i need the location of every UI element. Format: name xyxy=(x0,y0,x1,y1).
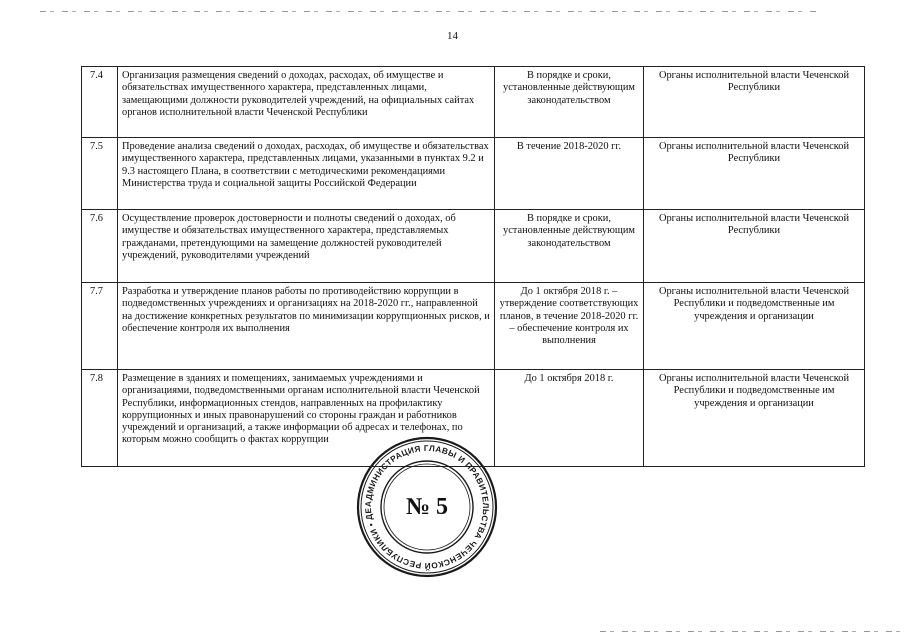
item-responsible: Органы исполнительной власти Чеченской Республики и подведомственные им учреждения и организации xyxy=(644,283,865,370)
item-activity: Организация размещения сведений о доходах, расходах, об имуществе и обязательствах имущественного характера, представленных лицами, замещающими должности руководителей учреждений, на официальных сайтах органов исполнительной власти Чеченской Республики xyxy=(118,67,495,138)
item-responsible: Органы исполнительной власти Чеченской Республики xyxy=(644,210,865,283)
seal-label: № 5 xyxy=(405,494,449,520)
official-seal-stamp xyxy=(356,436,498,578)
item-number: 7.8 xyxy=(82,370,118,467)
page-number: 14 xyxy=(447,30,458,42)
table-row xyxy=(82,138,865,210)
item-activity: Разработка и утверждение планов работы по противодействию коррупции в подведомственных учреждениях и организациях на 2018-2020 гг., направленной на достижение конкретных результатов по минимизации коррупционных рисков, и обеспечение контроля их выполнения xyxy=(118,283,495,370)
item-responsible: Органы исполнительной власти Чеченской Республики xyxy=(644,138,865,210)
item-term: В порядке и сроки, установленные действующим законодательством xyxy=(495,210,644,283)
item-number: 7.6 xyxy=(82,210,118,283)
item-term: До 1 октября 2018 г. – утверждение соответствующих планов, в течение 2018-2020 гг. – обеспечение контроля их выполнения xyxy=(495,283,644,370)
item-activity: Проведение анализа сведений о доходах, расходах, об имуществе и обязательствах имущественного характера, представленных лицами, указанными в пунктах 9.2 и 9.3 настоящего Плана, в соответствии с методическими рекомендациями Министерства труда и социальной защиты Российской Федерации xyxy=(118,138,495,210)
item-responsible: Органы исполнительной власти Чеченской Республики xyxy=(644,67,865,138)
scan-edge-bottom xyxy=(600,631,900,632)
table-row xyxy=(82,210,865,283)
item-number: 7.5 xyxy=(82,138,118,210)
table-row xyxy=(82,283,865,370)
item-term: В течение 2018-2020 гг. xyxy=(495,138,644,210)
item-term: В порядке и сроки, установленные действующим законодательством xyxy=(495,67,644,138)
item-number: 7.7 xyxy=(82,283,118,370)
seal-ring-text: АДМИНИСТРАЦИЯ ГЛАВЫ И ПРАВИТЕЛЬСТВА ЧЕЧЕНСКОЙ РЕСПУБЛИКИ • ДЕ xyxy=(362,442,492,572)
table-row xyxy=(82,67,865,138)
item-number: 7.4 xyxy=(82,67,118,138)
item-term: До 1 октября 2018 г. xyxy=(495,370,644,467)
item-activity: Размещение в зданиях и помещениях, занимаемых учреждениями и организациями, подведомственными органам исполнительной власти Чеченской Республики, информационных стендов, направленных на профилактику коррупционных и иных правонарушений со стороны граждан и работников учреждений и организаций, а также информации об адресах и телефонах, по которым можно сообщить о фактах коррупции xyxy=(118,370,495,467)
item-activity: Осуществление проверок достоверности и полноты сведений о доходах, об имуществе и обязательствах имущественного характера, представляемых гражданами, претендующими на замещение должностей руководителей учреждений, руководителями учреждений xyxy=(118,210,495,283)
plan-table xyxy=(81,66,865,467)
item-responsible: Органы исполнительной власти Чеченской Республики и подведомственные им учреждения и организации xyxy=(644,370,865,467)
scan-edge-top xyxy=(40,11,820,12)
